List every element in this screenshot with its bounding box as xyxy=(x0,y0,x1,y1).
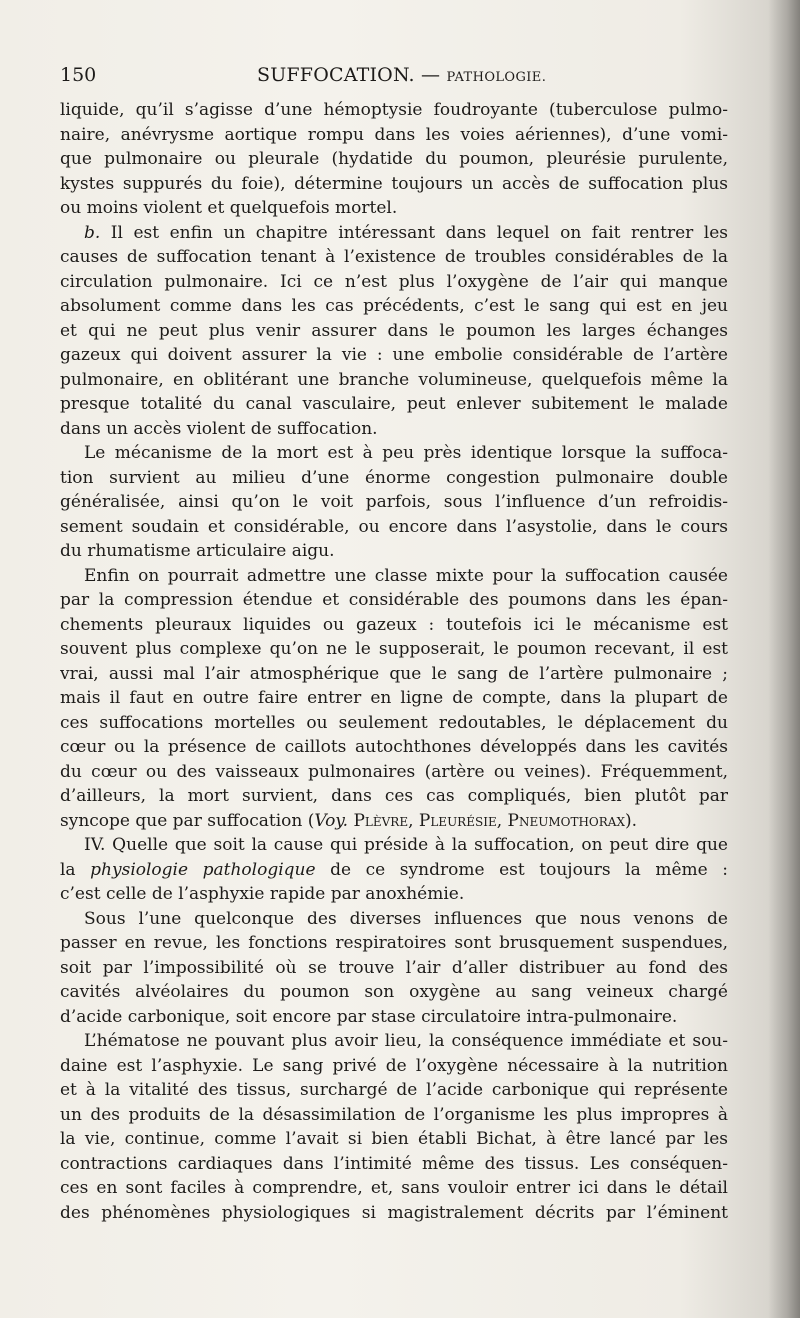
text-line: IV. Quelle que soit la cause qui préside à la suffocation, on peut dire que xyxy=(84,835,728,855)
reference-list: Plèvre, Pleurésie, Pneumothorax xyxy=(353,810,625,831)
text-line: généralisée, ainsi qu’on le voit parfois, sous l’influence d’un refroidis- xyxy=(60,492,728,512)
text-line: sement soudain et considérable, ou encore dans l’asystolie, dans le cours xyxy=(60,516,728,537)
text-line: tion survient au milieu d’une énorme congestion pulmonaire double xyxy=(60,467,728,488)
body-text xyxy=(60,98,728,1225)
page-edge-shadow xyxy=(768,0,800,1318)
text-line: Sous l’une quelconque des diverses influences que nous venons de xyxy=(84,908,728,929)
text-line: vrai, aussi mal l’air atmosphérique que le sang de l’artère pulmonaire ; xyxy=(60,663,728,684)
running-header xyxy=(60,64,730,94)
text-line-with-reference xyxy=(60,809,728,834)
running-head-separator: — xyxy=(421,64,441,86)
text-line: naire, anévrysme aortique rompu dans les voies aériennes), d’une vomi- xyxy=(60,124,728,145)
text-line: souvent plus complexe qu’on ne le supposerait, le poumon recevant, il est xyxy=(60,639,728,659)
text-line: Enfin on pourrait admettre une classe mixte pour la suffocation causée xyxy=(84,565,728,586)
text-line: pulmonaire, en oblitérant une branche volumineuse, quelquefois même la xyxy=(60,369,728,390)
running-head-title: SUFFOCATION. xyxy=(257,64,415,86)
text-line: par la compression étendue et considérable des poumons dans les épan- xyxy=(60,590,728,610)
list-marker: b. xyxy=(84,222,101,243)
text-line: presque totalité du canal vasculaire, peut enlever subitement le malade xyxy=(60,394,728,414)
text-line: soit par l’impossibilité où se trouve l’air d’aller distribuer au fond des xyxy=(60,957,728,978)
text-line: que pulmonaire ou pleurale (hydatide du poumon, pleurésie purulente, xyxy=(60,149,728,169)
text-line: des phénomènes physiologiques si magistralement décrits par l’éminent xyxy=(60,1202,728,1223)
text-line: dans un accès violent de suffocation. xyxy=(60,418,378,439)
text-line: circulation pulmonaire. Ici ce n’est plus l’oxygène de l’air qui manque xyxy=(60,271,728,292)
running-head xyxy=(257,64,546,86)
text-line: la vie, continue, comme l’avait si bien établi Bichat, à être lancé par les xyxy=(60,1129,728,1149)
text-line: contractions cardiaques dans l’intimité même des tissus. Les conséquen- xyxy=(60,1153,728,1174)
text-line: absolument comme dans les cas précédents, c’est le sang qui est en jeu xyxy=(60,296,728,316)
italic-term: physiologie pathologique xyxy=(90,859,316,880)
text-line: causes de suffocation tenant à l’existence de troubles considérables de la xyxy=(60,247,728,267)
text-line: chements pleuraux liquides ou gazeux : toutefois ici le mécanisme est xyxy=(60,614,728,635)
text-segment: de ce syndrome est toujours la même : xyxy=(315,859,728,880)
text-line: kystes suppurés du foie), détermine toujours un accès de suffocation plus xyxy=(60,173,728,194)
text-line: gazeux qui doivent assurer la vie : une embolie considérable de l’artère xyxy=(60,345,728,365)
text-line: un des produits de la désassimilation de l’organisme les plus impropres à xyxy=(60,1104,728,1125)
reference-voy: Voy. xyxy=(314,810,349,831)
text-line: c’est celle de l’asphyxie rapide par anoxhémie. xyxy=(60,884,465,904)
text-line: cavités alvéolaires du poumon son oxygène au sang veineux chargé xyxy=(60,982,728,1002)
text-line: ou moins violent et quelquefois mortel. xyxy=(60,198,398,218)
text-line: cœur ou la présence de caillots autochthones développés dans les cavités xyxy=(60,737,728,757)
text-line: d’acide carbonique, soit encore par stase circulatoire intra-pulmonaire. xyxy=(60,1006,678,1027)
text-line: et à la vitalité des tissus, surchargé de l’acide carbonique qui représente xyxy=(60,1080,728,1100)
text-line-with-italic xyxy=(60,858,728,883)
text-line: L’hématose ne pouvant plus avoir lieu, la conséquence immédiate et sou- xyxy=(84,1031,728,1051)
page-number: 150 xyxy=(60,64,97,86)
text-line: passer en revue, les fonctions respiratoires sont brusquement suspendues, xyxy=(60,933,728,953)
text-line: d’ailleurs, la mort survient, dans ces cas compliqués, bien plutôt par xyxy=(60,786,728,806)
text-line: et qui ne peut plus venir assurer dans le poumon les larges échanges xyxy=(60,320,728,341)
text-segment: syncope que par suffocation ( xyxy=(60,810,315,831)
text-line: daine est l’asphyxie. Le sang privé de l’oxygène nécessaire à la nutrition xyxy=(60,1055,728,1076)
running-head-section: PATHOLOGIE. xyxy=(446,70,547,85)
text-line: du cœur ou des vaisseaux pulmonaires (artère ou veines). Fréquemment, xyxy=(60,761,728,782)
text-line: liquide, qu’il s’agisse d’une hémoptysie foudroyante (tuberculose pulmo- xyxy=(60,100,728,120)
text-line: Le mécanisme de la mort est à peu près identique lorsque la suffoca- xyxy=(84,443,728,463)
reference-close: ). xyxy=(625,810,638,831)
text-line: mais il faut en outre faire entrer en ligne de compte, dans la plupart de xyxy=(60,688,728,708)
text-line: b. Il est enfin un chapitre intéressant dans lequel on fait rentrer les xyxy=(84,222,728,243)
text-segment: la xyxy=(60,859,91,880)
text-line: ces en sont faciles à comprendre, et, sans vouloir entrer ici dans le détail xyxy=(60,1178,728,1198)
text-line: ces suffocations mortelles ou seulement redoutables, le déplacement du xyxy=(60,712,728,733)
text-line: du rhumatisme articulaire aigu. xyxy=(60,541,335,561)
